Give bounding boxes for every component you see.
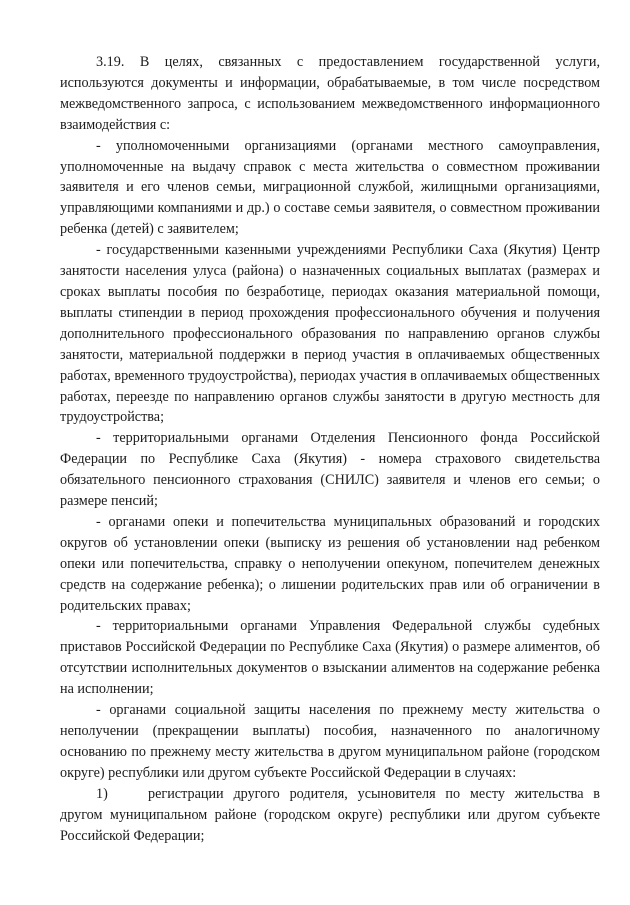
paragraph-guardianship: - органами опеки и попечительства муниципальных образований и городских округов об установлении опеки (выписку из решения об установлении над ребенком опеки или попечительства, справку о неполучении опекуном, попечителем денежных средств на содержание ребенка); о лишении родительских прав или об ограничении в родительских правах; <box>60 513 600 614</box>
paragraph-bailiff-service: - территориальными органами Управления Федеральной службы судебных приставов Российской Федерации по Республике Саха (Якутия) о размере алиментов, об отсутствии исполнительных документов о взыскании алиментов на содержание ребенка на исполнении; <box>60 618 600 698</box>
paragraph-employment-center: - государственными казенными учреждениями Республики Саха (Якутия) Центр занятости населения улуса (района) о назначенных социальных выплатах (размерах и сроках выплаты пособия по безработице, периодах оказания материальной помощи, выплаты стипендии в период прохождения профессионального обучения и получения дополнительного профессионального образования по направлению органов службы занятости, материальной поддержки в период участия в оплачиваемых общественных работах, временного трудоустройства), периодах участия в оплачиваемых общественных работах, переезде по направлению органов службы занятости в другую местность для трудоустройства; <box>60 242 600 426</box>
list-item-number: 1) <box>96 785 108 802</box>
list-item-text: регистрации другого родителя, усыновителя по месту жительства в другом муниципальном районе (городском округе) республики или другом субъекте Российской Федерации; <box>60 785 600 844</box>
paragraph-authorized-organizations: - уполномоченными организациями (органами местного самоуправления, уполномоченные на выдачу справок с места жительства о совместном проживании заявителя и его членов семьи, миграционной службой, жилищными организациями, управляющими компаниями и др.) о составе семьи заявителя, о совместном проживании ребенка (детей) с заявителем; <box>60 137 600 238</box>
document-body <box>60 52 600 846</box>
paragraph-intro: 3.19. В целях, связанных с предоставлением государственной услуги, используются документы и информации, обрабатываемые, в том числе посредством межведомственного запроса, с использованием межведомственного информационного взаимодействия с: <box>60 54 600 133</box>
paragraph-pension-fund: - территориальными органами Отделения Пенсионного фонда Российской Федерации по Республике Саха (Якутия) - номера страхового свидетельства обязательного пенсионного страхования (СНИЛС) заявителя и членов его семьи; о размере пенсий; <box>60 430 600 510</box>
paragraph-social-protection: - органами социальной защиты населения по прежнему месту жительства о неполучении (прекращении выплаты) пособия, назначенного по аналогичному основанию по прежнему месту жительства в другом муниципальном районе (городском округе) республики или другом субъекте Российской Федерации в случаях: <box>60 702 600 781</box>
list-item <box>60 784 600 847</box>
